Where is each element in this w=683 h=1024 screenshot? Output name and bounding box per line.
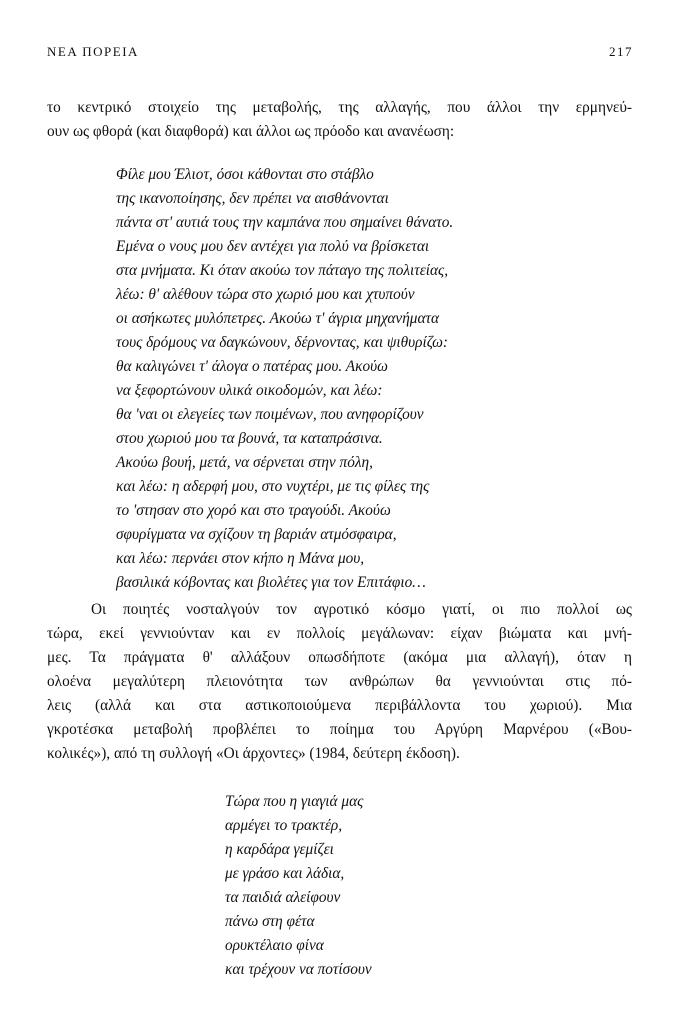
body-paragraph — [47, 598, 632, 766]
poem-line: και λέω: περνάει στον κήπο η Μάνα μου, — [116, 550, 365, 567]
poem-line: Ακούω βουή, μετά, να σέρνεται στην πόλη, — [116, 454, 373, 471]
poem-line: ορυκτέλαιο φίνα — [225, 937, 324, 954]
text-line: γκροτέσκα μεταβολή προβλέπει το ποίημα του Αργύρη Μαρνέρου («Βου- — [47, 721, 632, 738]
poem-line: αρμέγει το τρακτέρ, — [225, 817, 343, 834]
poem-excerpt-1 — [116, 163, 453, 595]
poem-line: η καρδάρα γεμίζει — [225, 841, 334, 858]
poem-line: το 'στησαν στο χορό και στο τραγούδι. Ακούω — [116, 502, 391, 519]
poem-line: θα 'ναι οι ελεγείες των ποιμένων, που ανηφορίζουν — [116, 406, 424, 423]
intro-paragraph — [47, 96, 632, 144]
text-line: ουν ως φθορά (και διαφθορά) και άλλοι ως πρόοδο και ανανέωση: — [47, 123, 455, 140]
poem-line: σφυρίγματα να σχίζουν τη βαριάν ατμόσφαιρα, — [116, 526, 397, 543]
poem-line: στα μνήματα. Κι όταν ακούω τον πάταγο της πολιτείας, — [116, 262, 449, 279]
poem-line: τα παιδιά αλείφουν — [225, 889, 341, 906]
page-number: 217 — [609, 44, 633, 59]
poem-line: με γράσο και λάδια, — [225, 865, 345, 882]
text-line: Οι ποιητές νοσταλγούν τον αγροτικό κόσμο γιατί, οι πιο πολλοί ως — [91, 601, 632, 618]
poem-line: στου χωριού μου τα βουνά, τα καταπράσινα. — [116, 430, 383, 447]
poem-line: πάντα στ' αυτιά τους την καμπάνα που σημαίνει θάνατο. — [116, 214, 454, 231]
poem-line: Φίλε μου Έλιοτ, όσοι κάθονται στο στάβλο — [116, 166, 374, 183]
journal-title: ΝΕΑ ΠΟΡΕΙΑ — [47, 44, 139, 59]
poem-line: να ξεφορτώνουν υλικά οικοδομών, και λέω: — [116, 382, 383, 399]
text-line: λεις (αλλά και στα αστικοποιούμενα περιβάλλοντα του χωριού). Μια — [47, 697, 632, 714]
text-line: το κεντρικό στοιχείο της μεταβολής, της αλλαγής, που άλλοι την ερμηνεύ- — [47, 99, 632, 116]
poem-line: πάνω στη φέτα — [225, 913, 315, 930]
poem-excerpt-2 — [225, 790, 372, 982]
poem-line: Εμένα ο νους μου δεν αντέχει για πολύ να βρίσκεται — [116, 238, 430, 255]
poem-line: βασιλικά κόβοντας και βιολέτες για τον Επιτάφιο… — [116, 574, 426, 591]
poem-line: και τρέχουν να ποτίσουν — [225, 961, 372, 978]
running-head — [47, 44, 633, 60]
poem-line: της ικανοποίησης, δεν πρέπει να αισθάνονται — [116, 190, 389, 207]
poem-line: τους δρόμους να δαγκώνουν, δέρνοντας, και ψιθυρίζω: — [116, 334, 448, 351]
poem-line: θα καλιγώνει τ' άλογα ο πατέρας μου. Ακούω — [116, 358, 388, 375]
text-line: μες. Τα πράγματα θ' αλλάξουν οπωσδήποτε (ακόμα μια αλλαγή), όταν η — [47, 649, 632, 666]
poem-line: οι ασήκωτες μυλόπετρες. Ακούω τ' άγρια μηχανήματα — [116, 310, 439, 327]
poem-line: και λέω: η αδερφή μου, στο νυχτέρι, με τις φίλες της — [116, 478, 430, 495]
text-line: τώρα, εκεί γεννιούνταν και εν πολλοίς μεγάλωναν: είχαν βιώματα και μνή- — [47, 625, 632, 642]
poem-line: λέω: θ' αλέθουν τώρα στο χωριό μου και χτυπούν — [116, 286, 415, 303]
poem-line: Τώρα που η γιαγιά μας — [225, 793, 364, 810]
text-line: ολοένα μεγαλύτερη πλειονότητα των ανθρώπων θα γεννιούνται στις πό- — [47, 673, 632, 690]
text-line: κολικές»), από τη συλλογή «Οι άρχοντες» (1984, δεύτερη έκδοση). — [47, 745, 460, 762]
